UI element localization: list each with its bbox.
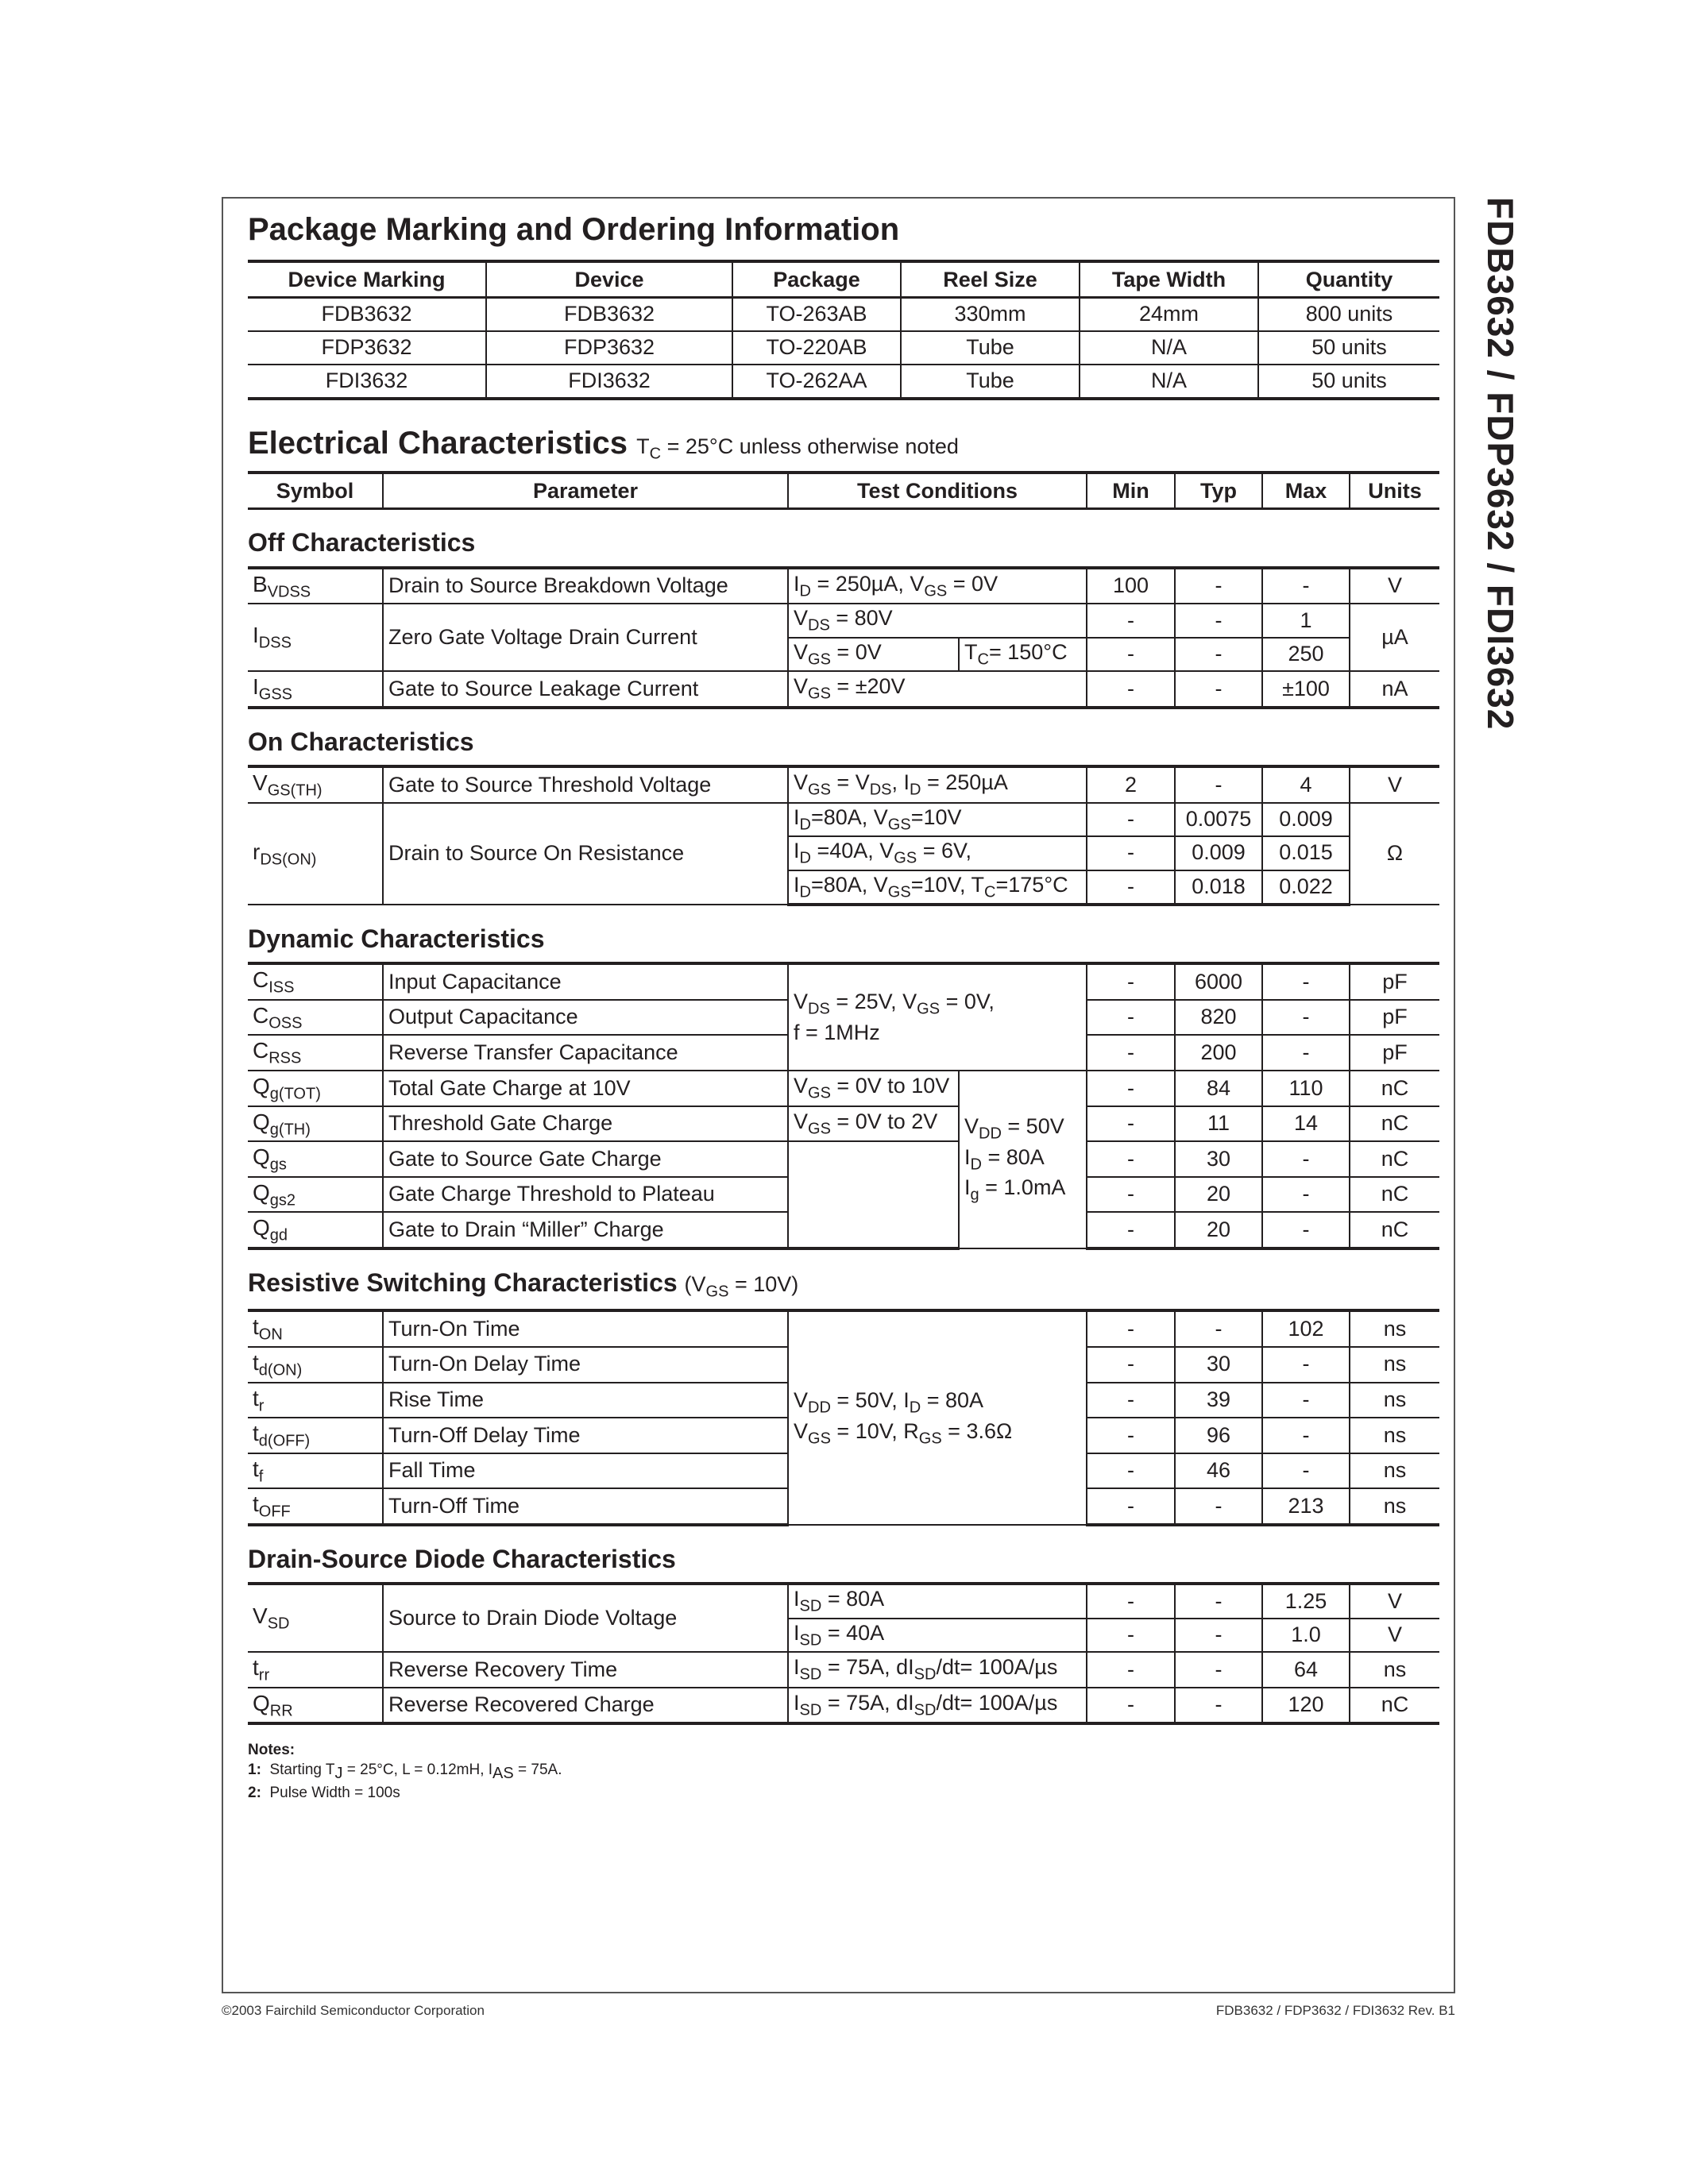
typ-cell: 200: [1175, 1035, 1262, 1071]
typ-cell: -: [1175, 1488, 1262, 1525]
condition-cell: $V_{GS} = 0V$: [788, 638, 959, 671]
table-cell: Tube: [901, 331, 1080, 365]
condition-cell: $I_{SD} = 40A$: [788, 1619, 1087, 1652]
typ-cell: 11: [1175, 1106, 1262, 1142]
unit-cell: pF: [1350, 1000, 1439, 1036]
symbol-cell: $C_{RSS}$: [248, 1035, 383, 1071]
min-cell: -: [1087, 1071, 1175, 1106]
condition-cell: $V_{DS} = 80V$: [788, 604, 1087, 637]
symbol-cell: $Q_{g(TH)}$: [248, 1106, 383, 1142]
table-row: [248, 298, 1439, 332]
parameter-cell: Gate to Source Leakage Current: [383, 671, 788, 708]
unit-cell: nC: [1350, 1212, 1439, 1248]
typ-cell: 30: [1175, 1347, 1262, 1383]
column-header: Reel Size: [901, 261, 1080, 298]
max-cell: -: [1262, 963, 1350, 1000]
typ-cell: 30: [1175, 1141, 1262, 1177]
dynamic-table: [248, 962, 1439, 1250]
table-row: [248, 963, 1439, 1000]
max-cell: 213: [1262, 1488, 1350, 1525]
unit-cell: ns: [1350, 1453, 1439, 1489]
symbol-cell: $C_{OSS}$: [248, 1000, 383, 1036]
min-cell: -: [1087, 1488, 1175, 1525]
symbol-cell: $r_{DS(ON)}$: [248, 803, 383, 905]
table-cell: 800 units: [1258, 298, 1439, 332]
unit-cell: nA: [1350, 671, 1439, 708]
typ-cell: -: [1175, 1688, 1262, 1724]
typ-cell: 0.018: [1175, 870, 1262, 905]
switching-title-condition: $(V_{GS} = 10V)$: [684, 1272, 799, 1301]
min-cell: -: [1087, 1453, 1175, 1489]
unit-cell: V: [1350, 766, 1439, 803]
table-cell: 50 units: [1258, 365, 1439, 399]
package-table: [248, 260, 1439, 400]
max-cell: -: [1262, 1177, 1350, 1213]
symbol-cell: $Q_{RR}$: [248, 1688, 383, 1724]
parameter-cell: Gate to Source Gate Charge: [383, 1141, 788, 1177]
symbol-cell: $I_{GSS}$: [248, 671, 383, 708]
parameter-cell: Zero Gate Voltage Drain Current: [383, 604, 788, 671]
parameter-cell: Gate Charge Threshold to Plateau: [383, 1177, 788, 1213]
parameter-cell: Fall Time: [383, 1453, 788, 1489]
min-cell: 2: [1087, 766, 1175, 803]
package-title: Package Marking and Ordering Information: [248, 212, 900, 247]
unit-cell: ns: [1350, 1652, 1439, 1688]
max-cell: -: [1262, 1453, 1350, 1489]
typ-cell: 0.0075: [1175, 803, 1262, 836]
symbol-cell: $t_r$: [248, 1383, 383, 1418]
typ-cell: -: [1175, 638, 1262, 671]
condition-cell: $I_{SD} = 75A$, $dI_{SD}/dt= 100A/\mu s$: [788, 1652, 1087, 1688]
table-row: [248, 1652, 1439, 1688]
symbol-cell: $V_{SD}$: [248, 1584, 383, 1652]
electrical-title: [248, 424, 1439, 463]
column-header: Device: [486, 261, 732, 298]
max-cell: 250: [1262, 638, 1350, 671]
typ-cell: -: [1175, 568, 1262, 604]
table-cell: 330mm: [901, 298, 1080, 332]
min-cell: -: [1087, 1688, 1175, 1724]
min-cell: -: [1087, 1418, 1175, 1453]
parameter-cell: Turn-On Time: [383, 1310, 788, 1347]
parameter-cell: Threshold Gate Charge: [383, 1106, 788, 1142]
unit-cell: V: [1350, 1584, 1439, 1618]
max-cell: -: [1262, 1212, 1350, 1248]
table-cell: FDI3632: [486, 365, 732, 399]
parameter-cell: Gate to Drain “Miller” Charge: [383, 1212, 788, 1248]
typ-cell: -: [1175, 1584, 1262, 1618]
unit-cell: µA: [1350, 604, 1439, 671]
max-cell: -: [1262, 1418, 1350, 1453]
max-cell: 102: [1262, 1310, 1350, 1347]
column-header: Test Conditions: [788, 473, 1087, 509]
unit-cell: nC: [1350, 1688, 1439, 1724]
condition-cell: $V_{GS} = V_{DS}$, $I_D = 250\mu A$: [788, 766, 1087, 803]
symbol-cell: $Q_{gd}$: [248, 1212, 383, 1248]
note-1: Starting $T_J = 25^\circ C$, L = 0.12mH, $I_{AS} = 75A$.: [269, 1761, 562, 1782]
unit-cell: nC: [1350, 1071, 1439, 1106]
condition-cell: $V_{DD} = 50V$, $I_D = 80A$ $V_{GS} = 10V$, $R_{GS} = 3.6\Omega$: [788, 1310, 1087, 1525]
table-cell: TO-262AA: [732, 365, 901, 399]
max-cell: -: [1262, 1383, 1350, 1418]
table-cell: FDP3632: [248, 331, 486, 365]
unit-cell: nC: [1350, 1106, 1439, 1142]
electrical-title-text: Electrical Characteristics: [248, 426, 628, 461]
table-row: [248, 766, 1439, 803]
table-row: [248, 1584, 1439, 1618]
max-cell: 110: [1262, 1071, 1350, 1106]
symbol-cell: $t_{rr}$: [248, 1652, 383, 1688]
condition-cell: $V_{GS} = \pm 20V$: [788, 671, 1087, 708]
min-cell: -: [1087, 1347, 1175, 1383]
table-row: [248, 568, 1439, 604]
diode-title: Drain-Source Diode Characteristics: [248, 1545, 676, 1573]
max-cell: -: [1262, 1347, 1350, 1383]
unit-cell: V: [1350, 568, 1439, 604]
parameter-cell: Drain to Source Breakdown Voltage: [383, 568, 788, 604]
unit-cell: Ω: [1350, 803, 1439, 905]
condition-cell: $V_{GS} = 0V$ to 10V: [788, 1071, 959, 1106]
table-row: [248, 1071, 1439, 1106]
max-cell: 0.015: [1262, 836, 1350, 870]
table-row: [248, 365, 1439, 399]
condition-cell: $V_{DS} = 25V$, $V_{GS} = 0V$, f = 1MHz: [788, 963, 1087, 1071]
typ-cell: -: [1175, 766, 1262, 803]
min-cell: 100: [1087, 568, 1175, 604]
content: [248, 210, 1439, 1804]
condition-cell: $I_D = 250\mu A$, $V_{GS} = 0V$: [788, 568, 1087, 604]
unit-cell: V: [1350, 1619, 1439, 1652]
max-cell: 1.25: [1262, 1584, 1350, 1618]
column-header: Parameter: [383, 473, 788, 509]
table-row: [248, 1688, 1439, 1724]
unit-cell: nC: [1350, 1141, 1439, 1177]
max-cell: 14: [1262, 1106, 1350, 1142]
condition-cell: $V_{GS} = 0V$ to 2V: [788, 1106, 959, 1142]
column-header: Tape Width: [1080, 261, 1258, 298]
switching-title: [248, 1268, 1439, 1301]
symbol-cell: $t_{d(OFF)}$: [248, 1418, 383, 1453]
symbol-cell: $t_{OFF}$: [248, 1488, 383, 1525]
max-cell: 64: [1262, 1652, 1350, 1688]
condition-cell: $I_D=80A$, $V_{GS}=10V$, $T_C=175^\circ C$: [788, 870, 1087, 905]
parameter-cell: Total Gate Charge at 10V: [383, 1071, 788, 1106]
side-title-text: FDB3632 / FDP3632 / FDI3632: [1480, 197, 1521, 731]
unit-cell: pF: [1350, 963, 1439, 1000]
unit-cell: ns: [1350, 1418, 1439, 1453]
typ-cell: -: [1175, 1652, 1262, 1688]
min-cell: -: [1087, 1106, 1175, 1142]
condition-cell: [788, 1141, 959, 1248]
column-header: Quantity: [1258, 261, 1439, 298]
parameter-cell: Reverse Recovery Time: [383, 1652, 788, 1688]
column-header: Device Marking: [248, 261, 486, 298]
max-cell: 4: [1262, 766, 1350, 803]
condition-cell: $T_C= 150^\circ C$: [959, 638, 1087, 671]
off-table: [248, 566, 1439, 709]
symbol-cell: $Q_{gs2}$: [248, 1177, 383, 1213]
min-cell: -: [1087, 1310, 1175, 1347]
switching-table: [248, 1309, 1439, 1526]
table-row: [248, 803, 1439, 836]
unit-cell: ns: [1350, 1488, 1439, 1525]
min-cell: -: [1087, 836, 1175, 870]
symbol-cell: $t_{ON}$: [248, 1310, 383, 1347]
column-header: Units: [1350, 473, 1439, 509]
notes-title: Notes:: [248, 1742, 295, 1759]
off-title: Off Characteristics: [248, 528, 476, 558]
max-cell: -: [1262, 1000, 1350, 1036]
parameter-cell: Turn-Off Delay Time: [383, 1418, 788, 1453]
max-cell: ±100: [1262, 671, 1350, 708]
on-title: On Characteristics: [248, 727, 474, 756]
notes: [248, 1741, 1439, 1803]
symbol-cell: $I_{DSS}$: [248, 604, 383, 671]
column-header: Max: [1262, 473, 1350, 509]
table-cell: Tube: [901, 365, 1080, 399]
table-cell: N/A: [1080, 331, 1258, 365]
parameter-cell: Rise Time: [383, 1383, 788, 1418]
note-label: 2:: [248, 1784, 261, 1801]
electrical-header-row: [248, 473, 1439, 509]
note-2: Pulse Width = 100s: [269, 1784, 400, 1801]
max-cell: 120: [1262, 1688, 1350, 1724]
electrical-header-table: [248, 471, 1439, 510]
max-cell: -: [1262, 568, 1350, 604]
min-cell: -: [1087, 638, 1175, 671]
typ-cell: 20: [1175, 1177, 1262, 1213]
footer-revision: FDB3632 / FDP3632 / FDI3632 Rev. B1: [1215, 2003, 1455, 2018]
table-cell: TO-220AB: [732, 331, 901, 365]
symbol-cell: $Q_{g(TOT)}$: [248, 1071, 383, 1106]
electrical-condition: $T_C = 25^\circ C$ unless otherwise noted: [636, 434, 959, 463]
side-title: [1474, 197, 1530, 753]
table-cell: FDP3632: [486, 331, 732, 365]
parameter-cell: Output Capacitance: [383, 1000, 788, 1036]
symbol-cell: $B_{VDSS}$: [248, 568, 383, 604]
symbol-cell: $V_{GS(TH)}$: [248, 766, 383, 803]
note-label: 1:: [248, 1761, 261, 1779]
column-header: Min: [1087, 473, 1175, 509]
min-cell: -: [1087, 1383, 1175, 1418]
typ-cell: -: [1175, 1619, 1262, 1652]
table-row: [248, 331, 1439, 365]
min-cell: -: [1087, 803, 1175, 836]
min-cell: -: [1087, 963, 1175, 1000]
unit-cell: ns: [1350, 1347, 1439, 1383]
min-cell: -: [1087, 1000, 1175, 1036]
column-header: Symbol: [248, 473, 383, 509]
column-header: Typ: [1175, 473, 1262, 509]
condition-cell: $I_{SD} = 80A$: [788, 1584, 1087, 1618]
typ-cell: 820: [1175, 1000, 1262, 1036]
symbol-cell: $C_{ISS}$: [248, 963, 383, 1000]
table-row: [248, 1310, 1439, 1347]
parameter-cell: Input Capacitance: [383, 963, 788, 1000]
unit-cell: pF: [1350, 1035, 1439, 1071]
parameter-cell: Gate to Source Threshold Voltage: [383, 766, 788, 803]
unit-cell: ns: [1350, 1310, 1439, 1347]
min-cell: -: [1087, 870, 1175, 905]
unit-cell: nC: [1350, 1177, 1439, 1213]
parameter-cell: Turn-Off Time: [383, 1488, 788, 1525]
typ-cell: -: [1175, 671, 1262, 708]
symbol-cell: $Q_{gs}$: [248, 1141, 383, 1177]
max-cell: 1.0: [1262, 1619, 1350, 1652]
typ-cell: 0.009: [1175, 836, 1262, 870]
table-cell: N/A: [1080, 365, 1258, 399]
min-cell: -: [1087, 604, 1175, 637]
condition-cell: $I_{SD} = 75A$, $dI_{SD}/dt= 100A/\mu s$: [788, 1688, 1087, 1724]
table-row: [248, 604, 1439, 637]
on-table: [248, 765, 1439, 906]
max-cell: 1: [1262, 604, 1350, 637]
table-cell: 24mm: [1080, 298, 1258, 332]
column-header: Package: [732, 261, 901, 298]
table-cell: FDB3632: [486, 298, 732, 332]
parameter-cell: Reverse Transfer Capacitance: [383, 1035, 788, 1071]
min-cell: -: [1087, 1035, 1175, 1071]
condition-cell: $I_D=80A$, $V_{GS}=10V$: [788, 803, 1087, 836]
footer-copyright: ©2003 Fairchild Semiconductor Corporation: [222, 2003, 485, 2018]
package-header-row: [248, 261, 1439, 298]
condition-cell: $I_D =40A$, $V_{GS} = 6V$,: [788, 836, 1087, 870]
unit-cell: ns: [1350, 1383, 1439, 1418]
table-cell: TO-263AB: [732, 298, 901, 332]
table-cell: FDI3632: [248, 365, 486, 399]
table-row: [248, 1106, 1439, 1142]
table-cell: 50 units: [1258, 331, 1439, 365]
table-row: [248, 671, 1439, 708]
min-cell: -: [1087, 1652, 1175, 1688]
min-cell: -: [1087, 671, 1175, 708]
parameter-cell: Drain to Source On Resistance: [383, 803, 788, 905]
typ-cell: 46: [1175, 1453, 1262, 1489]
condition-cell: $V_{DD} = 50V$ $I_D = 80A$ $I_g = 1.0mA$: [959, 1071, 1087, 1248]
typ-cell: -: [1175, 1310, 1262, 1347]
min-cell: -: [1087, 1212, 1175, 1248]
table-cell: FDB3632: [248, 298, 486, 332]
min-cell: -: [1087, 1141, 1175, 1177]
table-row: [248, 1141, 1439, 1177]
typ-cell: -: [1175, 604, 1262, 637]
min-cell: -: [1087, 1584, 1175, 1618]
symbol-cell: $t_{d(ON)}$: [248, 1347, 383, 1383]
min-cell: -: [1087, 1177, 1175, 1213]
max-cell: -: [1262, 1141, 1350, 1177]
max-cell: -: [1262, 1035, 1350, 1071]
typ-cell: 84: [1175, 1071, 1262, 1106]
typ-cell: 20: [1175, 1212, 1262, 1248]
symbol-cell: $t_f$: [248, 1453, 383, 1489]
typ-cell: 96: [1175, 1418, 1262, 1453]
min-cell: -: [1087, 1619, 1175, 1652]
typ-cell: 39: [1175, 1383, 1262, 1418]
switching-title-text: Resistive Switching Characteristics: [248, 1268, 678, 1298]
dynamic-title: Dynamic Characteristics: [248, 924, 545, 953]
parameter-cell: Source to Drain Diode Voltage: [383, 1584, 788, 1652]
max-cell: 0.022: [1262, 870, 1350, 905]
max-cell: 0.009: [1262, 803, 1350, 836]
diode-table: [248, 1582, 1439, 1725]
parameter-cell: Turn-On Delay Time: [383, 1347, 788, 1383]
parameter-cell: Reverse Recovered Charge: [383, 1688, 788, 1724]
typ-cell: 6000: [1175, 963, 1262, 1000]
